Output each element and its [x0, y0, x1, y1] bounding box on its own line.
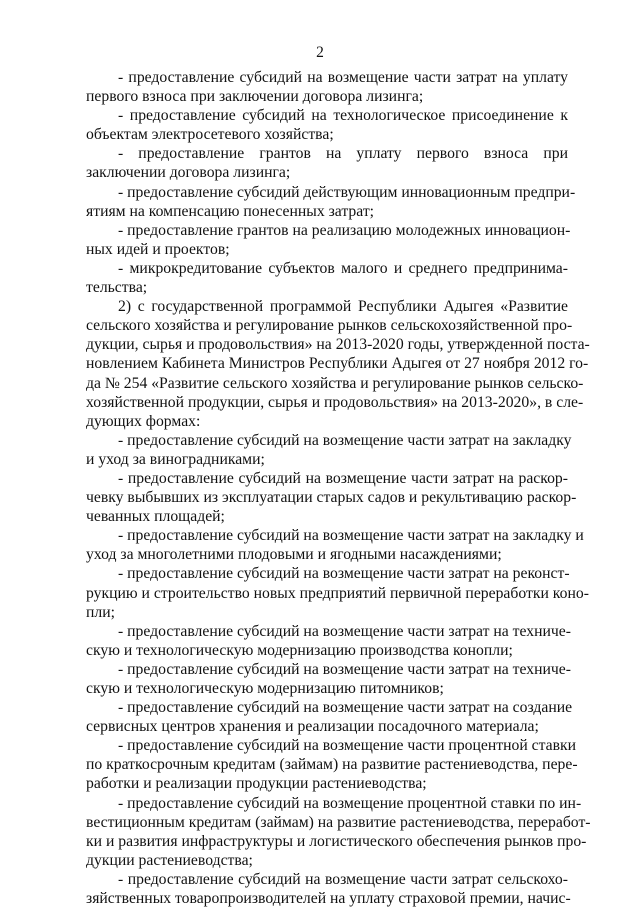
text-line: скую и технологическую модернизацию питомников;	[86, 680, 444, 697]
text-line: первого взноса при заключении договора лизинга;	[86, 88, 424, 106]
text-line: - предоставление субсидий на возмещение части затрат на техниче-	[118, 622, 571, 640]
paragraph	[86, 794, 591, 870]
document-body	[86, 68, 591, 908]
text-line: ятиям на компенсацию понесенных затрат;	[86, 202, 375, 220]
paragraph	[86, 68, 568, 106]
text-line: скую и технологическую модернизацию производства конопли;	[86, 641, 513, 659]
text-line: тельства;	[86, 279, 148, 297]
text-line: - предоставление субсидий на технологическое присоединение к	[118, 107, 568, 125]
paragraph	[86, 698, 573, 736]
text-line: зяйственных товаропроизводителей на уплату страховой премии, начис-	[86, 890, 571, 908]
text-line: - микрокредитование субъектов малого и среднего предпринима-	[118, 259, 568, 277]
text-line: пли;	[86, 603, 115, 621]
paragraph	[86, 431, 572, 469]
paragraph	[86, 870, 571, 908]
paragraph	[86, 736, 578, 793]
text-line: - предоставление субсидий на возмещение части затрат на закладку и	[118, 527, 584, 545]
text-line: вестиционным кредитам (займам) на развитие растениеводства, переработ-	[86, 813, 591, 831]
text-line: по краткосрочным кредитам (займам) на развитие растениеводства, пере-	[86, 756, 578, 774]
paragraph	[86, 144, 568, 182]
text-line: сельского хозяйства и регулирование рынков сельскохозяйственной про-	[86, 317, 573, 335]
text-line: - предоставление субсидий на возмещение части затрат на создание	[118, 699, 573, 717]
text-line: хозяйственной продукции, сырья и продовольствия» на 2013-2020», в сле-	[86, 393, 584, 411]
text-line: - предоставление субсидий на возмещение части затрат на реконст-	[118, 565, 570, 583]
paragraph	[86, 564, 589, 621]
text-line: ки и развития инфраструктуры и логистического обеспечения рынков про-	[86, 832, 587, 850]
paragraph	[86, 297, 590, 431]
text-line: - предоставление субсидий на возмещение части затрат на закладку	[118, 431, 572, 449]
paragraph	[86, 622, 571, 660]
text-line: дующих формах:	[86, 412, 201, 430]
text-line: - предоставление грантов на реализацию молодежных инновацион-	[118, 221, 571, 239]
text-line: - предоставление субсидий действующим инновационным предпри-	[118, 183, 576, 201]
paragraph	[86, 526, 584, 564]
text-line: заключении договора лизинга;	[86, 164, 291, 182]
text-line: объектам электросетевого хозяйства;	[86, 126, 334, 144]
paragraph	[86, 106, 568, 144]
text-line: чеванных площадей;	[86, 508, 225, 526]
text-line: - предоставление субсидий на возмещение части затрат на техниче-	[118, 660, 571, 678]
paragraph	[86, 183, 576, 221]
text-line: - предоставление субсидий на возмещение части затрат сельскохо-	[118, 870, 568, 888]
text-line: рукцию и строительство новых предприятий первичной переработки коно-	[86, 584, 589, 602]
page-number: 2	[316, 44, 324, 61]
text-line: новлением Кабинета Министров Республики Адыгея от 27 ноября 2012 го-	[86, 355, 589, 373]
text-line: - предоставление грантов на уплату первого взноса при	[118, 145, 568, 163]
text-line: чевку выбывших из эксплуатации старых садов и рекультивацию раскор-	[86, 489, 577, 507]
text-line: - предоставление субсидий на возмещение части процентной ставки	[118, 737, 577, 755]
text-line: - предоставление субсидий на возмещение процентной ставки по ин-	[118, 794, 582, 812]
paragraph	[86, 259, 568, 297]
text-line: работки и реализации продукции растениеводства;	[86, 775, 427, 793]
text-line: да № 254 «Развитие сельского хозяйства и регулирование рынков сельско-	[86, 374, 584, 392]
paragraph	[86, 221, 571, 259]
text-line: - предоставление субсидий на возмещение части затрат на раскор-	[118, 469, 568, 487]
text-line: уход за многолетними плодовыми и ягодными насаждениями;	[86, 546, 502, 564]
text-line: и уход за виноградниками;	[86, 450, 265, 468]
paragraph	[86, 469, 577, 526]
text-line: дукции растениеводства;	[86, 851, 253, 869]
text-line: - предоставление субсидий на возмещение части затрат на уплату	[118, 69, 568, 86]
text-line: ных идей и проектов;	[86, 240, 230, 258]
text-line: сервисных центров хранения и реализации посадочного материала;	[86, 718, 539, 736]
paragraph	[86, 660, 571, 698]
text-line: 2) с государственной программой Республики Адыгея «Развитие	[118, 298, 568, 316]
text-line: дукции, сырья и продовольствия» на 2013-2020 годы, утвержденной поста-	[86, 336, 590, 354]
